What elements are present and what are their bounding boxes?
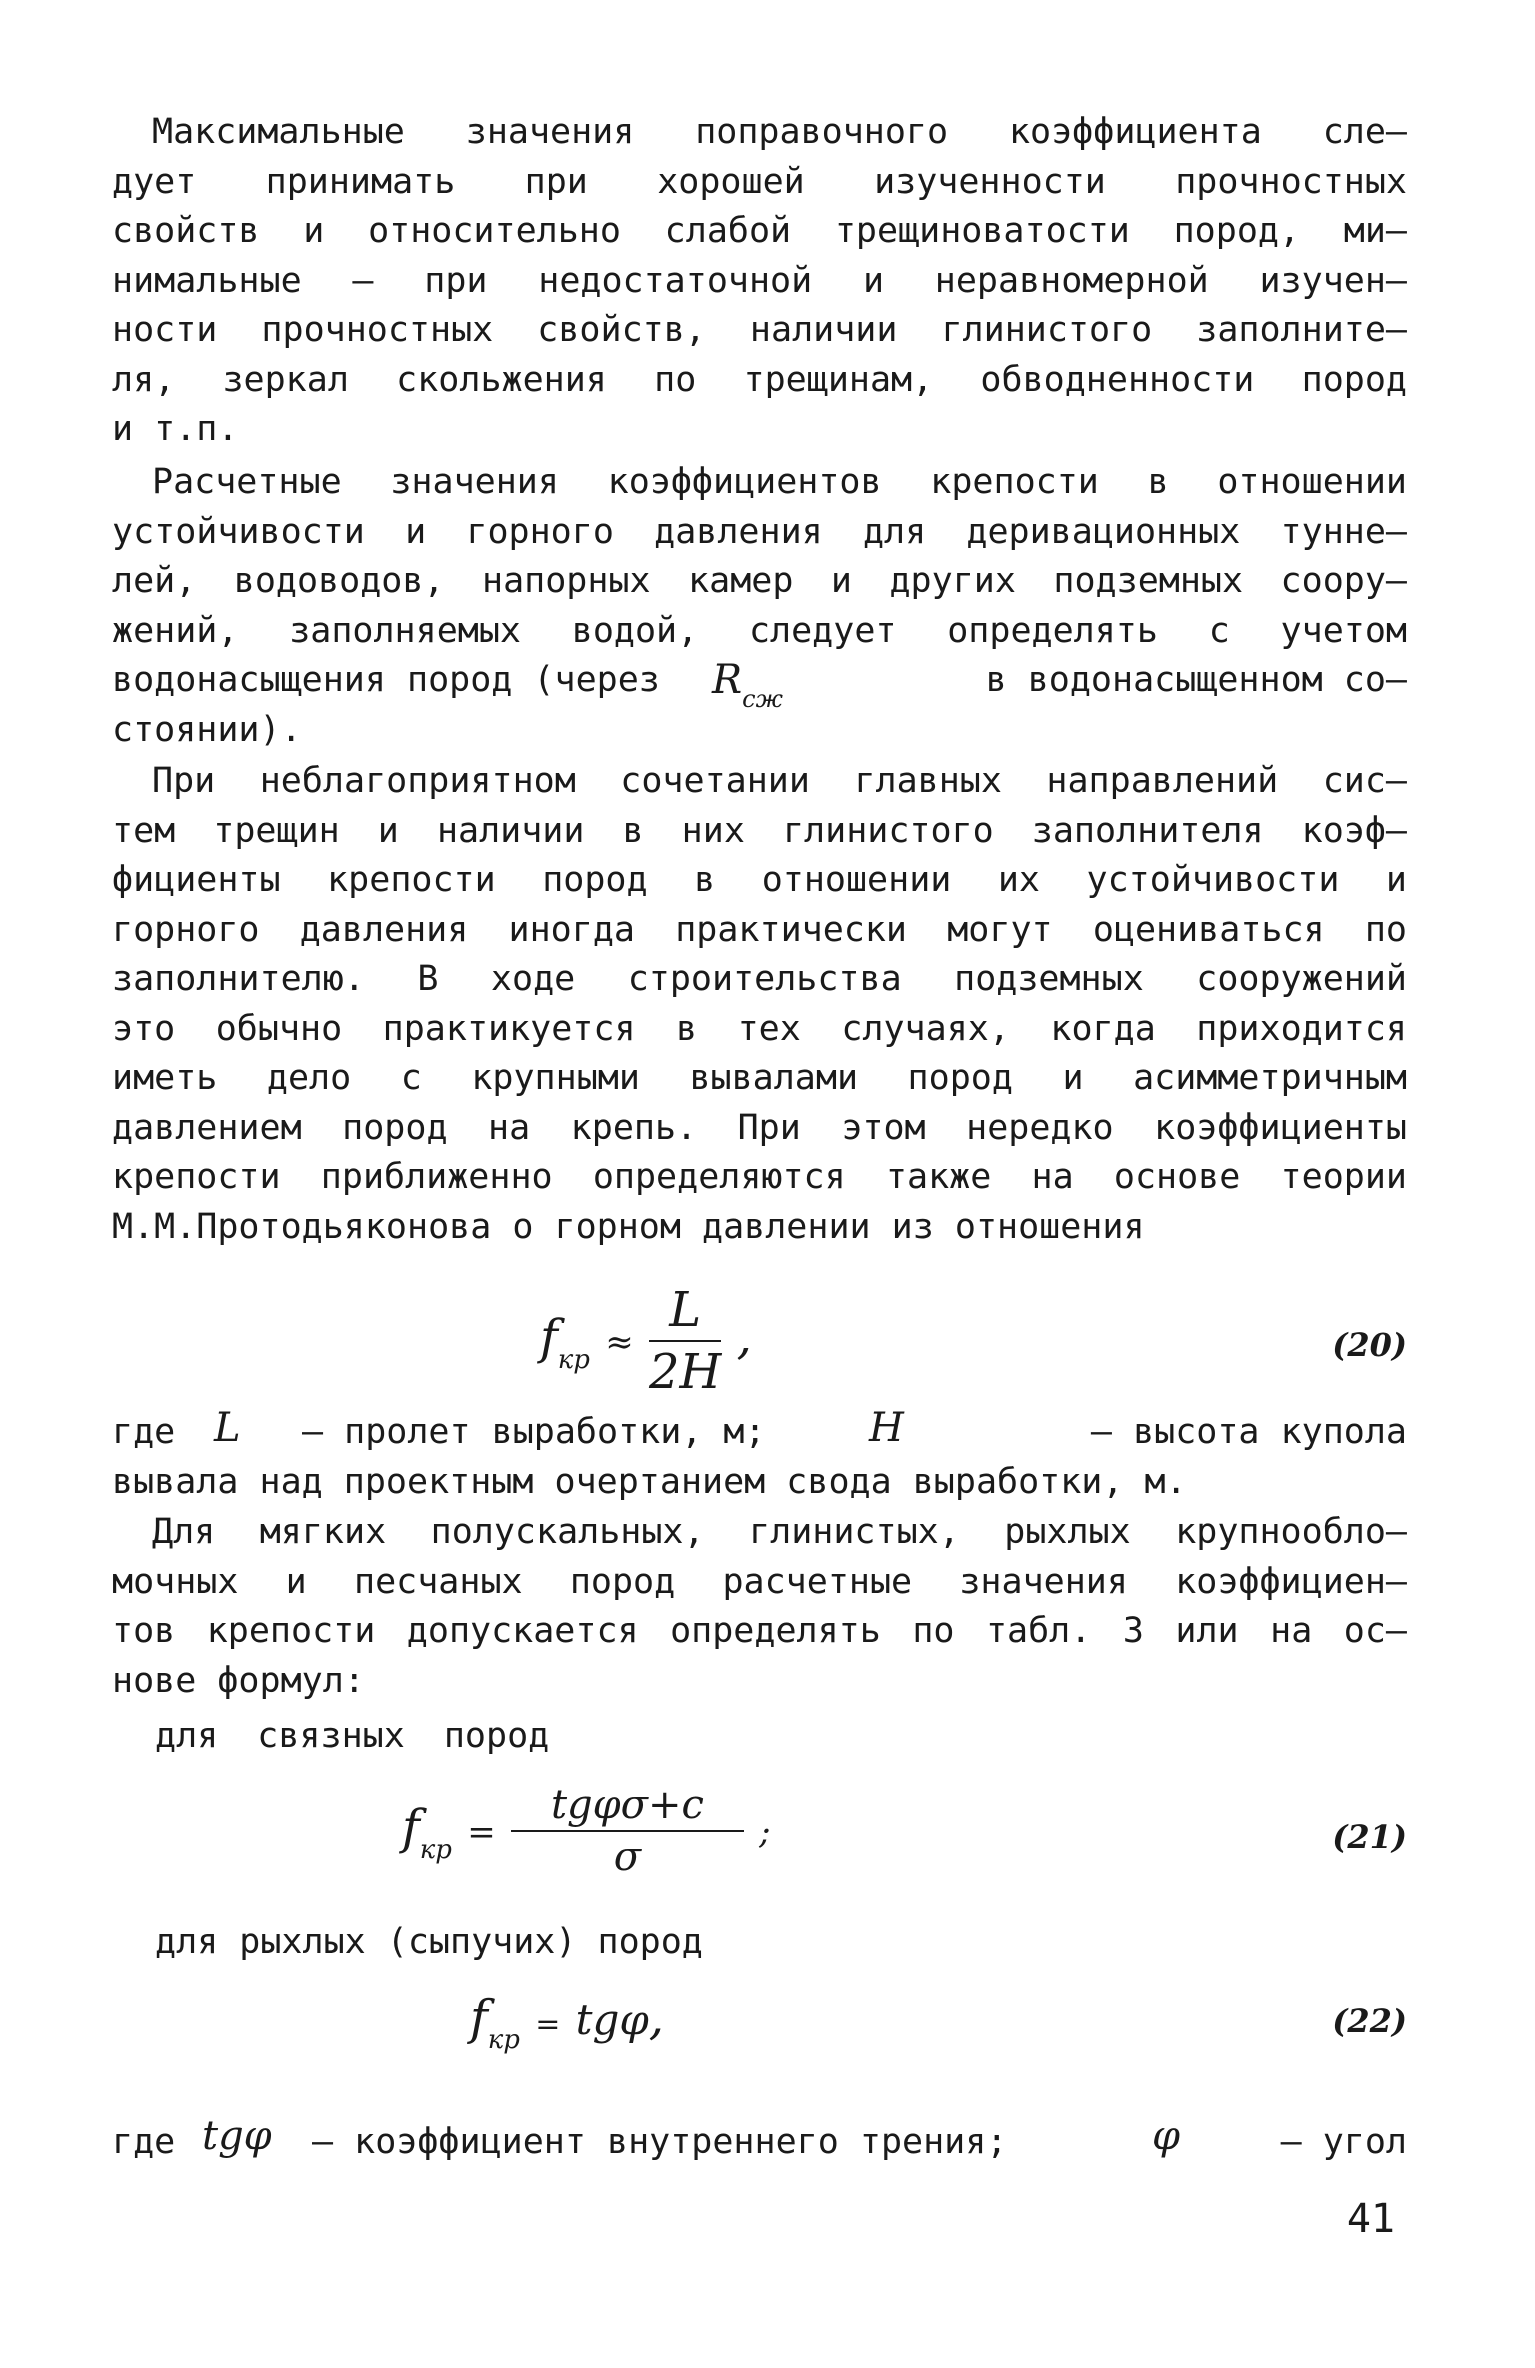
text-line: вывала над проектным очертанием свода выработки, м. xyxy=(112,1461,1187,1502)
formula-lhs-sub: кр xyxy=(487,2025,520,2055)
text-line: лей, водоводов, напорных камер и других подземных соору– xyxy=(112,561,1407,601)
text-fragment: где xyxy=(112,1412,176,1452)
formula-22 xyxy=(470,1990,665,2055)
text-line: Максимальные значения поправочного коэффициента сле– xyxy=(152,112,1407,152)
text-line: горного давления иногда практически могут оцениваться по xyxy=(112,909,1407,950)
text-line: иметь дело с крупными вывалами пород и асимметричным xyxy=(112,1058,1407,1098)
text-line-with-symbols xyxy=(112,1405,1407,1458)
r-compression-symbol xyxy=(712,656,783,711)
formula-lhs-sub: кр xyxy=(557,1344,590,1375)
symbol-sub: сж xyxy=(742,685,783,713)
text-fragment: – коэффициент внутреннего трения; xyxy=(312,2122,1008,2162)
formula-lhs: f xyxy=(540,1309,558,1366)
text-line: заполнителю. В ходе строительства подземных сооружений xyxy=(112,959,1407,999)
text-line: мочных и песчаных пород расчетные значения коэффициен– xyxy=(112,1561,1407,1602)
text-line: стоянии). xyxy=(112,709,302,750)
formula-relation: = xyxy=(535,2007,561,2042)
text-line: При неблагоприятном сочетании главных направлений сис– xyxy=(152,761,1407,801)
equation-number-20: (20) xyxy=(1332,1326,1407,1364)
formula-21 xyxy=(402,1782,771,1880)
paragraph-2 xyxy=(112,458,1407,755)
text-line: свойств и относительно слабой трещиноватости пород, ми– xyxy=(112,211,1407,251)
tg-phi-symbol: tgφ xyxy=(202,2113,272,2159)
fraction xyxy=(511,1782,744,1880)
formula-relation: ≈ xyxy=(605,1322,634,1363)
text-line: нове формул: xyxy=(112,1660,365,1701)
text-fragment: – высота купола xyxy=(1090,1412,1407,1452)
text-line: устойчивости и горного давления для деривационных тунне– xyxy=(112,511,1407,552)
text-line-with-symbols xyxy=(112,2113,1407,2168)
formula-relation: = xyxy=(467,1812,496,1853)
h-symbol: H xyxy=(869,1405,904,1451)
formula-lhs: f xyxy=(470,1990,488,2046)
formula-trail: ; xyxy=(759,1812,771,1853)
text-line: для рыхлых (сыпучих) пород xyxy=(155,1922,703,1962)
symbol-main: R xyxy=(712,657,743,703)
fraction-numerator: tgφσ+c xyxy=(511,1782,744,1832)
formula-trail: , xyxy=(648,1990,665,2046)
equation-number-22: (22) xyxy=(1332,2002,1407,2040)
l-symbol: L xyxy=(214,1405,241,1451)
formula-lhs: f xyxy=(402,1799,420,1856)
text-line-with-symbol xyxy=(112,656,1407,713)
text-fragment: в водонасыщенном со– xyxy=(985,660,1407,700)
formula-20 xyxy=(540,1282,752,1400)
paragraph-3 xyxy=(112,757,1407,1252)
text-line: тем трещин и наличии в них глинистого заполнителя коэф– xyxy=(112,810,1407,851)
text-line: это обычно практикуется в тех случаях, когда приходится xyxy=(112,1008,1407,1049)
paragraph-where-1 xyxy=(112,1405,1407,1507)
text-line: для связных пород xyxy=(155,1716,550,1756)
fraction xyxy=(649,1282,721,1400)
fraction-denominator: σ xyxy=(613,1834,642,1880)
paragraph-4 xyxy=(112,1508,1407,1706)
text-fragment: – угол xyxy=(1280,2122,1407,2162)
paragraph-1 xyxy=(112,108,1407,455)
text-line: и т.п. xyxy=(112,409,239,449)
text-line: крепости приближенно определяются также на основе теории xyxy=(112,1157,1407,1197)
text-line: давлением пород на крепь. При этом нередко коэффициенты xyxy=(112,1107,1407,1148)
formula-rhs: tgφ xyxy=(575,1995,649,2044)
text-line: Расчетные значения коэффициентов крепости в отношении xyxy=(152,462,1407,502)
text-line: нимальные – при недостаточной и неравномерной изучен– xyxy=(112,260,1407,301)
text-line: М.М.Протодьяконова о горном давлении из отношения xyxy=(112,1206,1145,1247)
label-cohesive xyxy=(155,1712,755,1762)
phi-symbol: φ xyxy=(1152,2113,1181,2159)
page-number: 41 xyxy=(1346,2196,1395,2242)
text-line: фициенты крепости пород в отношении их устойчивости и xyxy=(112,860,1407,900)
formula-trail: , xyxy=(736,1309,752,1366)
text-line: жений, заполняемых водой, следует определять с учетом xyxy=(112,610,1407,651)
text-line: дует принимать при хорошей изученности прочностных xyxy=(112,161,1407,202)
text-fragment: водонасыщения пород (через xyxy=(112,660,660,700)
paragraph-where-2 xyxy=(112,2113,1407,2168)
formula-lhs-sub: кр xyxy=(419,1834,452,1865)
equation-number-21: (21) xyxy=(1332,1818,1407,1856)
text-fragment: где xyxy=(112,2122,176,2162)
text-line: Для мягких полускальных, глинистых, рыхлых крупнообло– xyxy=(152,1512,1407,1552)
label-loose xyxy=(155,1918,855,1968)
text-line: ля, зеркал скольжения по трещинам, обводненности пород xyxy=(112,359,1407,400)
text-line: тов крепости допускается определять по табл. 3 или на ос– xyxy=(112,1611,1407,1651)
fraction-denominator: 2H xyxy=(648,1344,722,1400)
text-fragment: – пролет выработки, м; xyxy=(302,1412,766,1452)
fraction-numerator: L xyxy=(649,1282,721,1342)
text-line: ности прочностных свойств, наличии глинистого заполните– xyxy=(112,310,1407,350)
